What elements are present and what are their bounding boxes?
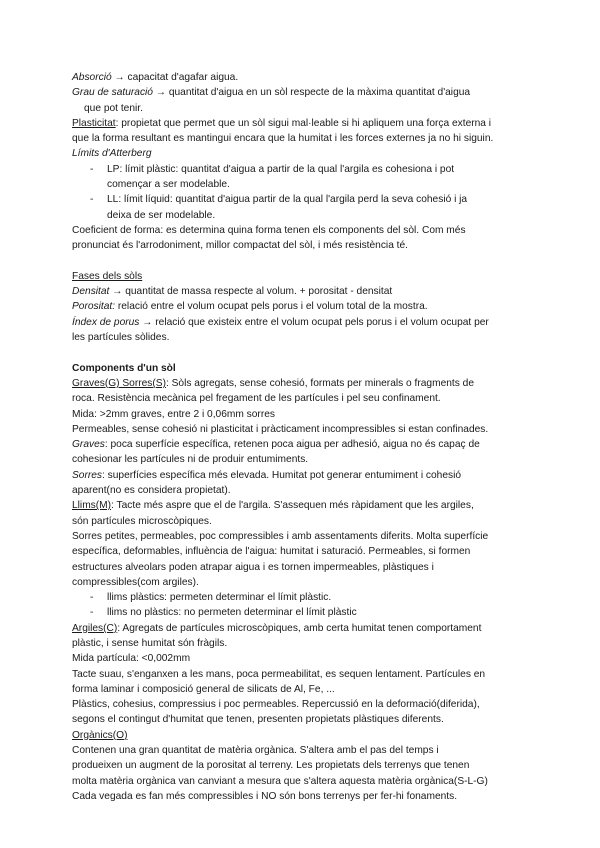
absorcio-term: Absorció <box>72 72 112 83</box>
graves-def: : poca superfície específica, retenen poca aigua per adhesió, aigua no és capaç de <box>104 439 480 451</box>
llims-line: específica, deformables, influència de l'aigua: humitat i saturació. Permeables, si formen <box>72 546 471 558</box>
sorres-term: Sorres <box>72 469 103 481</box>
porus-line <box>72 315 530 330</box>
graves-def-line2: cohesionar les partícules ni de produir entumiments. <box>72 454 309 466</box>
graves-line: Mida: >2mm graves, entre 2 i 0,06mm sorres <box>72 408 275 420</box>
fases-title: Fases dels sòls <box>72 270 143 282</box>
llims-bullet <box>72 590 530 605</box>
argiles-line: plàstic, i sense humitat són fràgils. <box>72 637 228 649</box>
porositat-def: relació entre el volum ocupat pels porus i el volum total de la mostra. <box>115 301 428 313</box>
llims-text: : Tacte més aspre que el de l'argila. S'assequen més ràpidament que les argiles, <box>111 500 474 512</box>
plasticitat-term: Plasticitat <box>72 117 116 129</box>
sorres-def-line <box>72 468 530 483</box>
llims-bullet-text: llims no plàstics: no permeten determinar el límit plàstic <box>107 607 357 619</box>
atterberg-item <box>72 192 530 207</box>
llims-line: Sorres petites, permeables, poc compressibles i amb assentaments diferits. Molta superfície <box>72 530 489 542</box>
coeficient-line2: pronunciat és l'arrodoniment, millor compactat del sòl, i més resistència té. <box>72 240 409 252</box>
plasticitat-line2: que la forma resultant es mantingui encara que la humitat i les forces externes ja no hi siguin. <box>72 133 494 145</box>
llims-line: compressibles(com argiles). <box>72 576 199 588</box>
graves-line: Permeables, sense cohesió ni plasticitat i pràcticament incompressibles si estan confinades. <box>72 423 489 435</box>
llims-bullet <box>72 605 530 620</box>
porus-line2: les partícules sòlides. <box>72 332 170 344</box>
porus-def: → relació que existeix entre el volum ocupat pels porus i el volum ocupat per <box>139 316 489 328</box>
sorres-def: : superfícies específica més elevada. Humitat pot generar entumiment i cohesió <box>102 469 462 481</box>
absorcio-def: → capacitat d'agafar aigua. <box>111 72 239 83</box>
coeficient-line: Coeficient de forma: es determina quina forma tenen els components del sòl. Com més <box>72 224 466 236</box>
components-title: Components d'un sòl <box>72 362 176 374</box>
graves-term: Graves <box>72 439 105 451</box>
organics-head: Orgànics(O) <box>72 729 128 741</box>
densitat-line <box>72 284 530 299</box>
bullet-dash: - <box>90 194 94 206</box>
graves-def-line <box>72 437 530 452</box>
plasticitat-line <box>72 116 530 131</box>
atterberg-lp: LP: límit plàstic: quantitat d'aigua a partir de la qual l'argila es cohesiona i pot <box>107 163 455 175</box>
atterberg-lp-cont: començar a ser modelable. <box>107 179 230 191</box>
llims-head: Llims(M) <box>72 500 112 512</box>
graves-line <box>72 376 530 391</box>
llims-bullet-text: llims plàstics: permeten determinar el límit plàstic. <box>107 592 332 604</box>
argiles-line: segons el contingut d'humitat que tenen, presenten propietats plàstiques diferents. <box>72 714 444 726</box>
organics-line: produeixen un augment de la porositat al terreny. Les propietats dels terrenys que tenen <box>72 760 470 772</box>
llims-line: estructures alveolars poden atrapar aigua i es tornen impermeables, plàstiques i <box>72 561 434 573</box>
graves-line: roca. Resistència mecànica pel fregament de les partícules i pel seu confinament. <box>72 393 441 405</box>
organics-line: Contenen una gran quantitat de matèria orgànica. S'altera amb el pas del temps i <box>72 745 439 757</box>
bullet-dash: - <box>90 607 94 619</box>
llims-line: són partícules microscòpiques. <box>72 515 212 527</box>
plasticitat-def: : propietat que permet que un sòl sigui mal·leable si hi apliquem una força externa i <box>115 117 492 129</box>
argiles-text: : Agregats de partícules microscòpiques, amb certa humitat tenen comportament <box>117 622 482 634</box>
argiles-line <box>72 621 530 636</box>
sorres-def-line2: aparent(no es considera propietat). <box>72 485 231 497</box>
saturacio-def: → quantitat d'aigua en un sòl respecte de la màxima quantitat d'aigua <box>152 87 471 99</box>
argiles-line: Mida partícula: <0,002mm <box>72 653 191 665</box>
argiles-line: forma laminar i composició general de silicats de Al, Fe, ... <box>72 683 335 695</box>
densitat-term: Densitat <box>72 286 110 298</box>
organics-line: Cada vegada es fan més compressibles i NO són bons terrenys per fer-hi fonaments. <box>72 790 458 802</box>
densitat-def: → quantitat de massa respecte al volum. + porositat - densitat <box>109 286 393 298</box>
atterberg-ll-cont: deixa de ser modelable. <box>107 209 216 221</box>
bullet-dash: - <box>90 592 94 604</box>
argiles-line: Tacte suau, s'enganxen a les mans, poca permeabilitat, es sequen lentament. Partícules en <box>72 668 486 680</box>
graves-text: : Sòls agregats, sense cohesió, formats per minerals o fragments de <box>165 377 475 389</box>
porositat-line <box>72 299 530 314</box>
bullet-dash: - <box>90 163 94 175</box>
organics-line: molta matèria orgànica van canviant a mesura que s'altera aquesta matèria orgànica(S-L-G) <box>72 775 488 787</box>
atterberg-title: Límits d'Atterberg <box>72 148 152 160</box>
atterberg-ll: LL: límit líquid: quantitat d'aigua partir de la qual l'argila perd la seva cohesió i ja <box>107 194 468 206</box>
document-page <box>72 70 530 804</box>
argiles-head: Argiles(C) <box>72 622 118 634</box>
absorcio-line <box>72 70 530 85</box>
saturacio-term: Grau de saturació <box>72 87 153 99</box>
saturacio-line <box>72 85 530 100</box>
argiles-line: Plàstics, cohesius, compressius i poc permeables. Repercussió en la deformació(diferida), <box>72 699 480 711</box>
porus-term: Índex de porus <box>72 316 140 328</box>
saturacio-line2: que pot tenir. <box>84 102 143 114</box>
llims-line <box>72 498 530 513</box>
graves-head: Graves(G) Sorres(S) <box>72 377 166 389</box>
porositat-term: Porositat: <box>72 301 116 313</box>
atterberg-item <box>72 162 530 177</box>
